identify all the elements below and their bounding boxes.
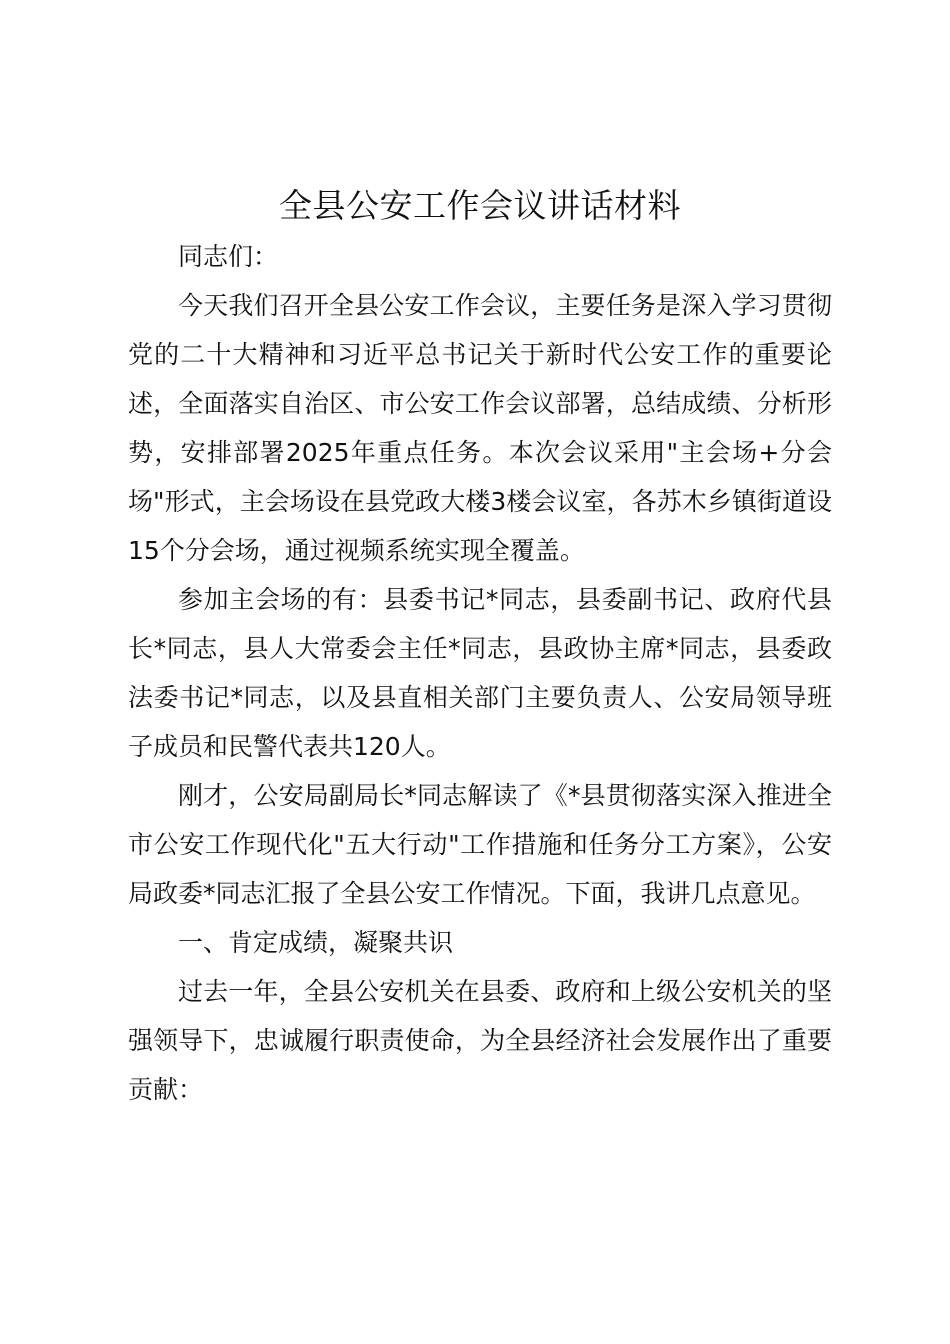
paragraph-section-intro: 过去一年，全县公安机关在县委、政府和上级公安机关的坚强领导下，忠诚履行职责使命，为全县经济社会发展作出了重要贡献： [128, 977, 832, 1104]
paragraph-transition: 刚才，公安局副局长*同志解读了《*县贯彻落实深入推进全市公安工作现代化"五大行动"工作措施和任务分工方案》，公安局政委*同志汇报了全县公安工作情况。下面，我讲几点意见。 [128, 781, 832, 908]
salutation: 同志们： [178, 242, 279, 271]
paragraph-attendees: 参加主会场的有：县委书记*同志，县委副书记、政府代县长*同志，县人大常委会主任*同志，县政协主席*同志，县委政法委书记*同志，以及县直相关部门主要负责人、公安局领导班子成员和民警代表共120人。 [128, 585, 832, 761]
document-page [128, 180, 832, 1114]
section-heading: 一、肯定成绩，凝聚共识 [178, 928, 454, 957]
document-title: 全县公安工作会议讲话材料 [279, 186, 681, 225]
paragraph-opening: 今天我们召开全县公安工作会议，主要任务是深入学习贯彻党的二十大精神和习近平总书记关于新时代公安工作的重要论述，全面落实自治区、市公安工作会议部署，总结成绩、分析形势，安排部署2025年重点任务。本次会议采用"主会场+分会场"形式，主会场设在县党政大楼3楼会议室，各苏木乡镇街道设15个分会场，通过视频系统实现全覆盖。 [128, 291, 832, 565]
